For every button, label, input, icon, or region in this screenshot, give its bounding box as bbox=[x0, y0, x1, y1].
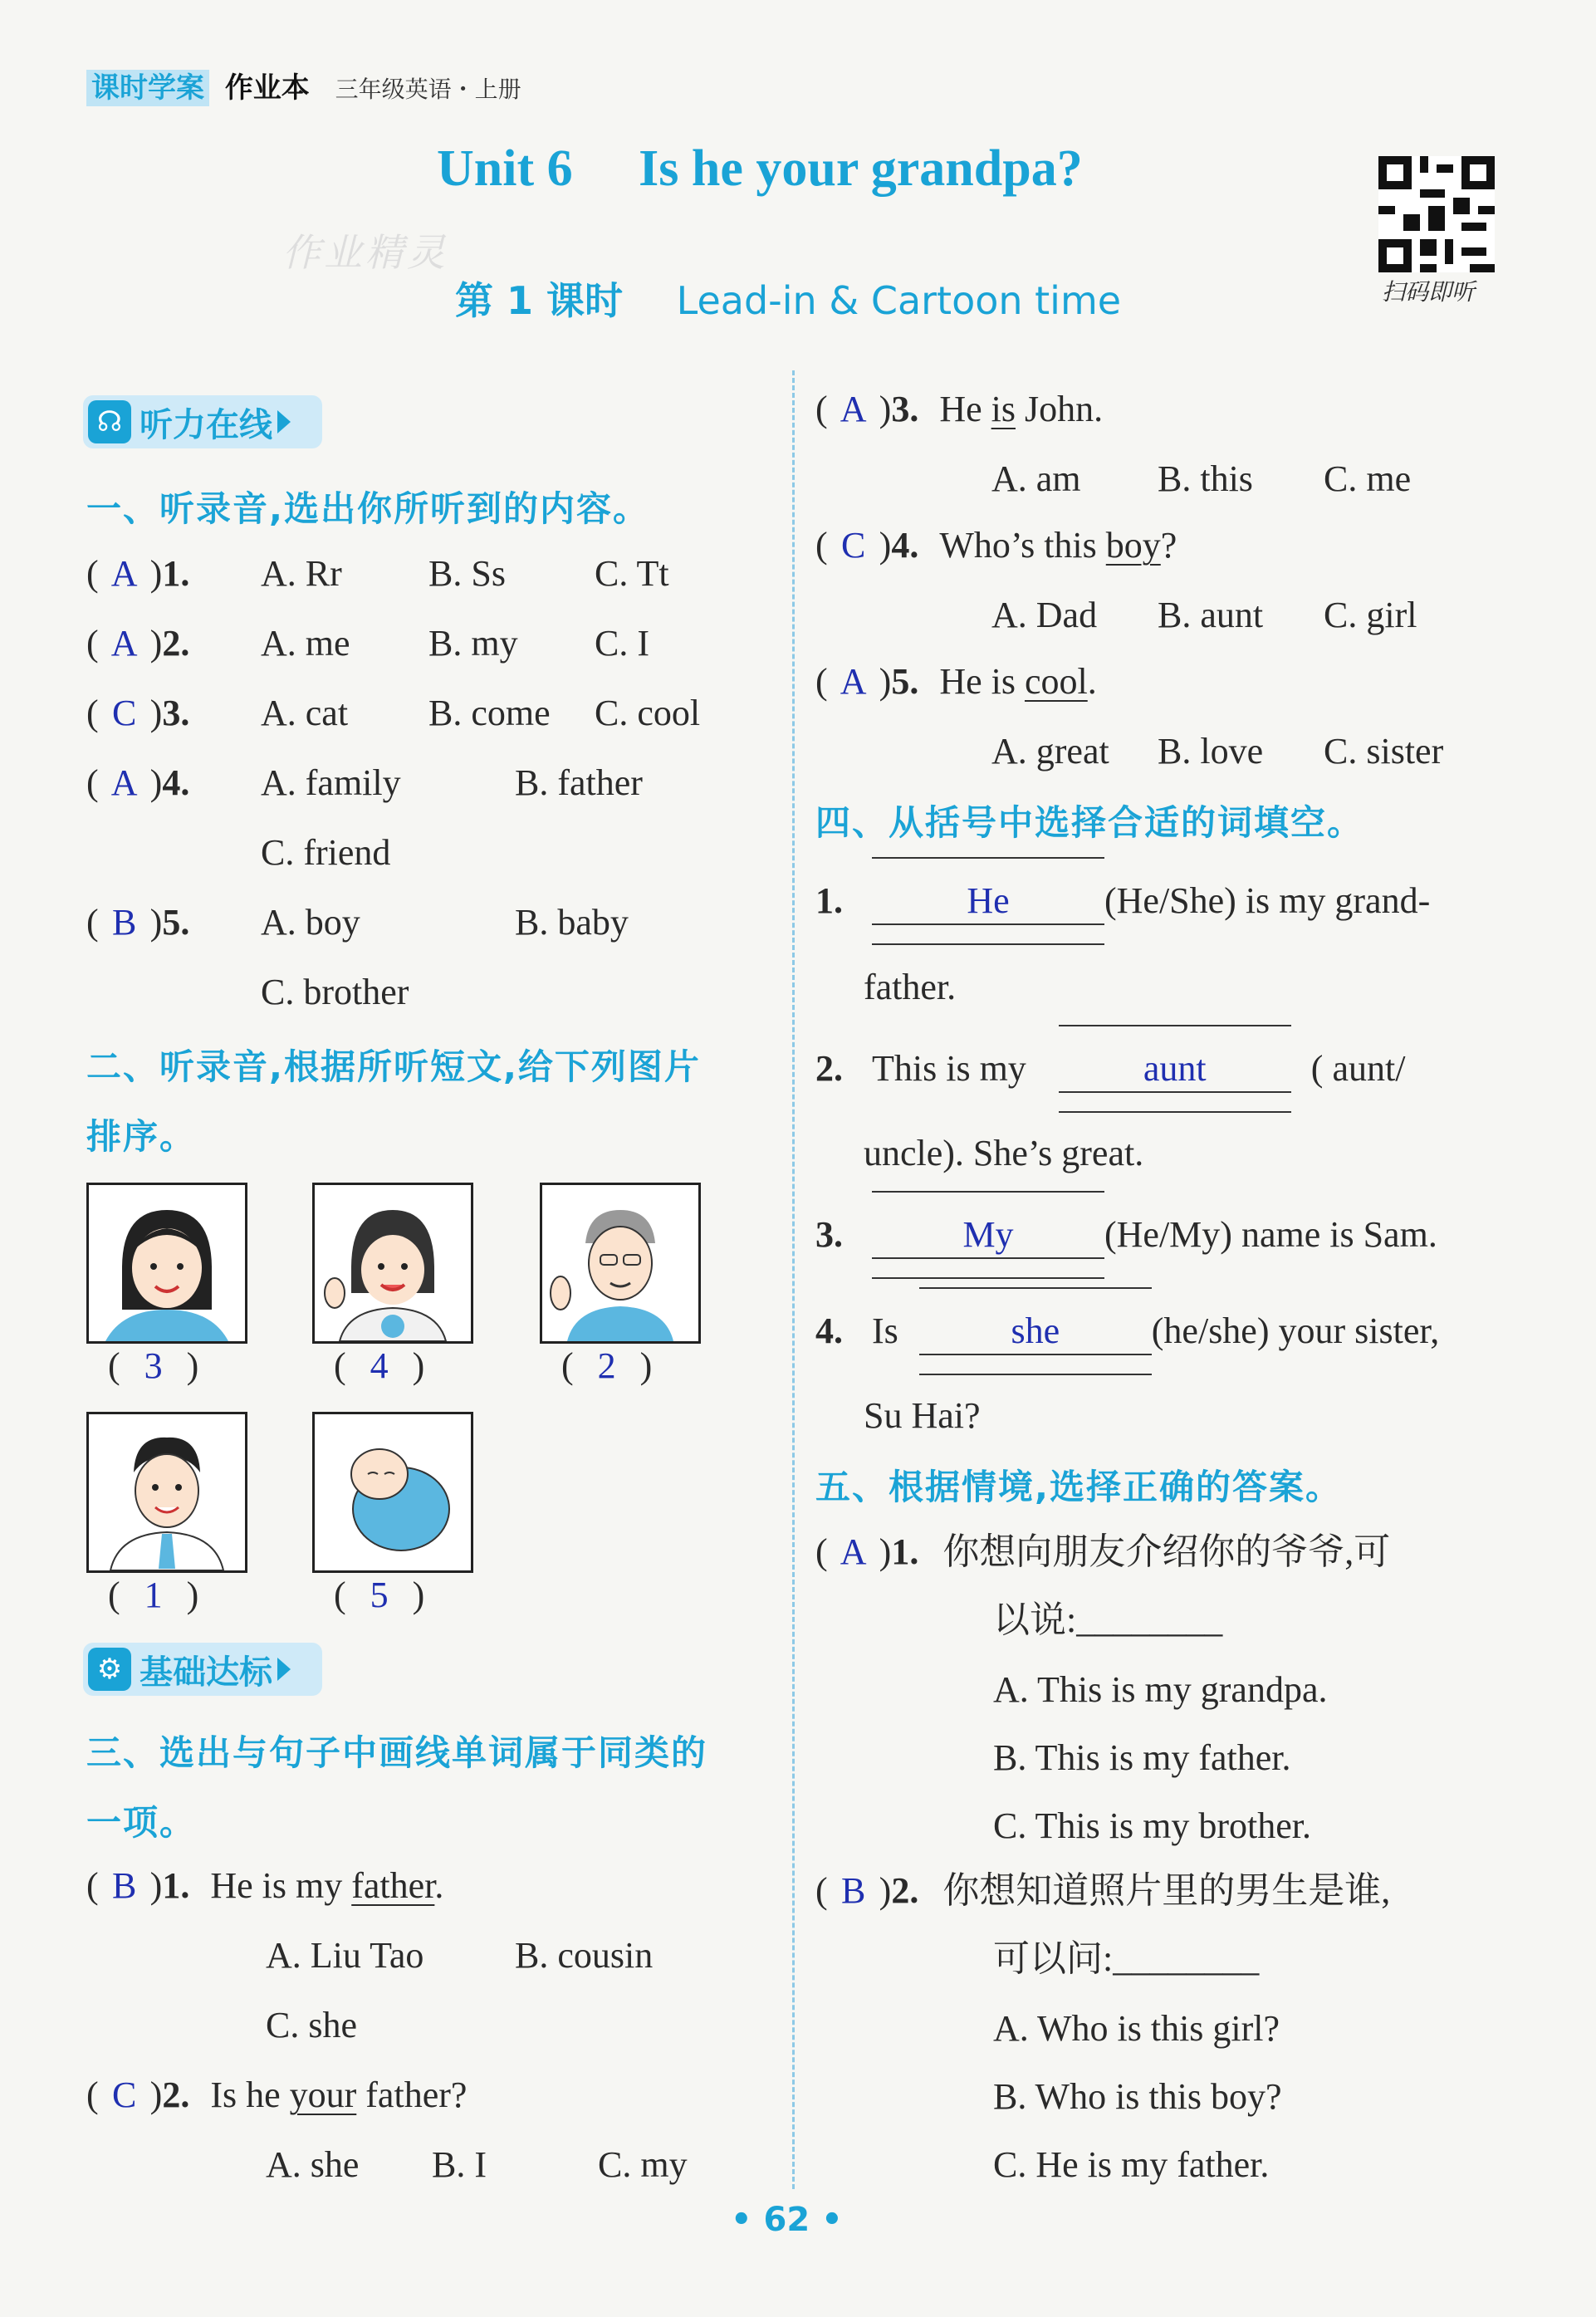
question-text: 以说:________ bbox=[993, 1599, 1223, 1640]
lesson-cn: 第 1 课时 bbox=[455, 278, 624, 323]
option-a: A. Rr bbox=[261, 553, 342, 594]
option-b: B. love bbox=[1158, 731, 1264, 772]
answer: A bbox=[840, 1531, 867, 1572]
stem-text: He bbox=[939, 389, 991, 429]
part3-question: ( A )3. He is John. A. am B. this C. me bbox=[815, 387, 1513, 512]
option-a: A. great bbox=[991, 731, 1109, 772]
option-b: B. this bbox=[1158, 458, 1253, 499]
answer: B bbox=[111, 902, 137, 943]
brand-tag: 课时学案 bbox=[86, 70, 209, 106]
stem-text: Is he bbox=[210, 2075, 290, 2115]
part4-continuation: father. bbox=[864, 967, 957, 1007]
question-text: 你想向朋友介绍你的爷爷,可 bbox=[942, 1531, 1391, 1572]
option-c: C. friend bbox=[261, 832, 391, 873]
part5-question: ( B )2. 你想知道照片里的男生是谁, 可以问:________ A. Who is this girl? B. Who is this boy? C. He is my father. bbox=[815, 1869, 1513, 2201]
question-number: 2. bbox=[162, 2075, 190, 2115]
question-number: 4. bbox=[162, 762, 190, 803]
header bbox=[86, 65, 521, 105]
lesson-title bbox=[455, 271, 1121, 326]
option-c: C. she bbox=[266, 2005, 357, 2045]
option-c: C. me bbox=[1324, 458, 1412, 499]
option-c: C. sister bbox=[1324, 731, 1444, 772]
option-c: C. He is my father. bbox=[993, 2144, 1270, 2185]
part4-question bbox=[815, 1309, 1439, 1355]
answer: A bbox=[840, 661, 867, 702]
option-a: A. This is my grandpa. bbox=[993, 1669, 1328, 1710]
part1-row: ( A )1. A. Rr B. Ss C. Tt bbox=[86, 551, 189, 596]
part4-question bbox=[815, 1046, 1405, 1093]
part3-question: ( A )5. He is cool. A. great B. love C. sister bbox=[815, 659, 1513, 784]
stem-text: ? bbox=[1160, 525, 1177, 566]
option-c: C. my bbox=[598, 2144, 688, 2185]
stem-text: He is my bbox=[210, 1865, 352, 1906]
underlined-word: is bbox=[991, 389, 1016, 429]
answer: C bbox=[111, 693, 137, 733]
stem-text: (he/she) your sister, bbox=[1151, 1310, 1440, 1351]
answer: A bbox=[840, 389, 867, 429]
stem-text: Who’s this bbox=[939, 525, 1106, 566]
section-1-title: 一、听录音,选出你所听到的内容。 bbox=[86, 488, 649, 529]
qr-caption: 扫码即听 bbox=[1382, 278, 1476, 306]
option-a: A. family bbox=[261, 762, 401, 803]
stem-text: . bbox=[434, 1865, 444, 1906]
unit-label: Unit 6 bbox=[437, 140, 573, 197]
section-2-title: 二、听录音,根据所听短文,给下列图片 bbox=[86, 1046, 701, 1087]
tag-basic bbox=[83, 1643, 322, 1696]
question-number: 2. bbox=[815, 1048, 843, 1089]
question-number: 5. bbox=[162, 902, 190, 943]
option-a: A. boy bbox=[261, 902, 360, 943]
question-text: 可以问:________ bbox=[993, 1938, 1260, 1979]
answer: 2 bbox=[597, 1345, 616, 1386]
option-a: A. cat bbox=[261, 693, 349, 733]
part1-row: ( A )2. A. me B. my C. I bbox=[86, 621, 189, 666]
option-b: B. Who is this boy? bbox=[993, 2076, 1282, 2117]
stem-text: John. bbox=[1015, 389, 1104, 429]
option-a: A. Dad bbox=[991, 595, 1098, 635]
stem-text: (He/She) is my grand- bbox=[1104, 880, 1431, 921]
question-number: 1. bbox=[162, 553, 190, 594]
answer: A bbox=[110, 623, 138, 664]
qr-code-icon bbox=[1378, 156, 1495, 272]
section-5-title: 五、根据情境,选择正确的答案。 bbox=[815, 1467, 1342, 1507]
page-title bbox=[437, 140, 1083, 198]
part4-continuation: Su Hai? bbox=[864, 1395, 981, 1436]
picture-order-2: ( 4 ) bbox=[334, 1344, 424, 1389]
part3-question: ( C )2. Is he your father? A. she B. I C. my bbox=[86, 2073, 767, 2197]
option-b: B. father bbox=[515, 762, 643, 803]
picture-baby bbox=[312, 1412, 473, 1573]
option-b: B. Ss bbox=[428, 553, 506, 594]
section-2-title-cont: 排序。 bbox=[86, 1116, 197, 1157]
section-4-title: 四、从括号中选择合适的词填空。 bbox=[815, 802, 1364, 843]
lesson-en: Lead-in & Cartoon time bbox=[676, 278, 1122, 323]
stem-text: father? bbox=[356, 2075, 468, 2115]
answer: B bbox=[111, 1865, 137, 1906]
picture-order-5: ( 5 ) bbox=[334, 1573, 424, 1618]
picture-girl bbox=[86, 1183, 247, 1344]
question-number: 5. bbox=[891, 661, 919, 702]
question-number: 3. bbox=[162, 693, 190, 733]
question-number: 4. bbox=[891, 525, 919, 566]
picture-order-3: ( 2 ) bbox=[561, 1344, 652, 1389]
option-c: C. Tt bbox=[595, 553, 669, 594]
column-divider bbox=[792, 370, 795, 2189]
question-number: 1. bbox=[815, 880, 843, 921]
stem-text: ( aunt/ bbox=[1310, 1048, 1406, 1089]
question-number: 3. bbox=[815, 1214, 843, 1255]
fill-blank: she bbox=[919, 1309, 1152, 1355]
part1-row: ( C )3. A. cat B. come C. cool bbox=[86, 691, 189, 736]
option-c: C. brother bbox=[261, 972, 409, 1012]
option-c: C. I bbox=[595, 623, 649, 664]
option-b: B. come bbox=[428, 693, 551, 733]
answer: C bbox=[840, 525, 866, 566]
option-b: B. my bbox=[428, 623, 518, 664]
question-number: 2. bbox=[891, 1870, 919, 1911]
picture-little-girl bbox=[312, 1183, 473, 1344]
underlined-word: your bbox=[289, 2075, 357, 2115]
picture-grandpa bbox=[540, 1183, 701, 1344]
option-a: A. Liu Tao bbox=[266, 1935, 424, 1976]
part3-question: ( B )1. He is my father. A. Liu Tao B. cousin C. she bbox=[86, 1864, 767, 2055]
stem-text: (He/My) name is Sam. bbox=[1104, 1214, 1437, 1255]
option-c: C. This is my brother. bbox=[993, 1805, 1311, 1846]
fill-blank: He bbox=[872, 879, 1104, 925]
tag-basic-label: 基础达标 bbox=[140, 1653, 272, 1692]
answer: A bbox=[110, 553, 138, 594]
stem-text: He is bbox=[939, 661, 1025, 702]
option-a: A. she bbox=[266, 2144, 360, 2185]
question-text: 你想知道照片里的男生是谁, bbox=[942, 1870, 1391, 1911]
picture-order-4: ( 1 ) bbox=[108, 1573, 198, 1618]
option-b: B. aunt bbox=[1158, 595, 1264, 635]
tag-listening bbox=[83, 395, 322, 448]
answer: 5 bbox=[370, 1575, 389, 1615]
underlined-word: boy bbox=[1105, 525, 1161, 566]
part4-question bbox=[815, 879, 1430, 925]
watermark: 作业精灵 bbox=[282, 230, 448, 275]
part1-row: ( B )5. A. boy B. baby C. brother bbox=[86, 900, 767, 945]
answer: 3 bbox=[144, 1345, 163, 1386]
arrow-right-icon bbox=[277, 410, 291, 434]
answer: A bbox=[110, 762, 138, 803]
question-number: 4. bbox=[815, 1310, 843, 1351]
option-c: C. girl bbox=[1324, 595, 1417, 635]
option-a: A. Who is this girl? bbox=[993, 2008, 1280, 2049]
fill-blank: My bbox=[872, 1212, 1104, 1259]
stem-text: This is my bbox=[872, 1048, 1026, 1089]
option-b: B. cousin bbox=[515, 1935, 654, 1976]
question-number: 1. bbox=[891, 1531, 919, 1572]
section-3-title: 三、选出与句子中画线单词属于同类的 bbox=[86, 1732, 708, 1773]
gear-icon: ⚙ bbox=[88, 1648, 131, 1691]
option-c: C. cool bbox=[595, 693, 701, 733]
part3-question: ( C )4. Who’s this boy? A. Dad B. aunt C. girl bbox=[815, 523, 1513, 648]
part4-continuation: uncle). She’s great. bbox=[864, 1133, 1144, 1173]
tag-listening-label: 听力在线 bbox=[140, 405, 272, 444]
option-b: B. baby bbox=[515, 902, 629, 943]
stem-text: Is bbox=[872, 1310, 898, 1351]
picture-father bbox=[86, 1412, 247, 1573]
question-number: 2. bbox=[162, 623, 190, 664]
question-number: 3. bbox=[891, 389, 919, 429]
brand-name: 作业本 bbox=[224, 71, 310, 105]
unit-topic: Is he your grandpa? bbox=[639, 140, 1083, 197]
part1-row: ( A )4. A. family B. father C. friend bbox=[86, 761, 767, 806]
part4-question bbox=[815, 1212, 1437, 1259]
picture-order-1: ( 3 ) bbox=[108, 1344, 198, 1389]
underlined-word: father bbox=[351, 1865, 435, 1906]
answer: B bbox=[840, 1870, 866, 1911]
underlined-word: cool bbox=[1024, 661, 1088, 702]
part5-question: ( A )1. 你想向朋友介绍你的爷爷,可 以说:________ A. This is my grandpa. B. This is my father. C. This is my brother. bbox=[815, 1530, 1513, 1862]
section-3-title-cont: 一项。 bbox=[86, 1802, 197, 1843]
option-b: B. I bbox=[432, 2144, 487, 2185]
page-number: • 62 • bbox=[731, 2201, 843, 2239]
option-b: B. This is my father. bbox=[993, 1737, 1291, 1778]
answer: 1 bbox=[144, 1575, 163, 1615]
question-number: 1. bbox=[162, 1865, 190, 1906]
option-a: A. am bbox=[991, 458, 1081, 499]
stem-text: . bbox=[1087, 661, 1097, 702]
header-subtitle: 三年级英语・上册 bbox=[335, 76, 521, 103]
answer: C bbox=[111, 2075, 137, 2115]
option-a: A. me bbox=[261, 623, 350, 664]
fill-blank: aunt bbox=[1059, 1046, 1291, 1093]
answer: 4 bbox=[370, 1345, 389, 1386]
headset-icon: ☊ bbox=[88, 400, 131, 443]
arrow-right-icon bbox=[277, 1658, 291, 1681]
qr-code[interactable] bbox=[1378, 156, 1495, 272]
